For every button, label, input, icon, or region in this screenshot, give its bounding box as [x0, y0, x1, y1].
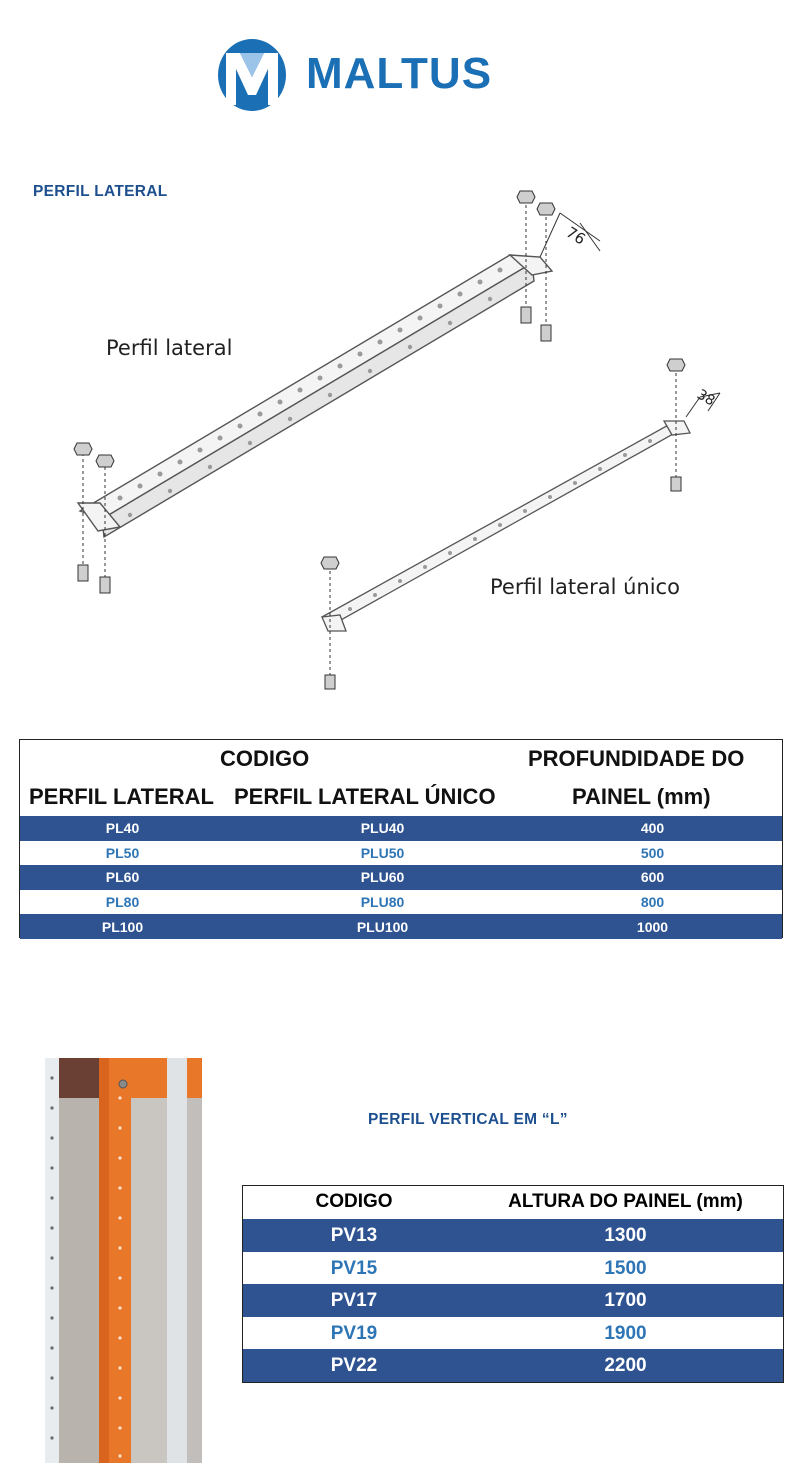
cell-plu: PLU80	[360, 894, 405, 911]
table-row	[243, 1349, 783, 1382]
header-codigo: CODIGO	[315, 1191, 393, 1212]
cell-code: PV19	[330, 1322, 378, 1344]
cell-pl: PL80	[105, 894, 140, 911]
section-title-perfil-lateral: PERFIL LATERAL	[33, 183, 168, 200]
brand-name: MALTUS	[306, 49, 493, 98]
cell-height: 1700	[604, 1290, 647, 1312]
cell-height: 1900	[604, 1322, 647, 1344]
cell-pl: PL40	[105, 820, 140, 837]
perfil-lateral-diagram	[60, 185, 780, 705]
cell-code: PV13	[330, 1225, 378, 1246]
table-row	[243, 1284, 783, 1317]
table-row	[243, 1317, 783, 1350]
cell-pl: PL100	[101, 918, 144, 935]
cell-height: 2200	[604, 1355, 647, 1377]
label-perfil-lateral: Perfil lateral	[106, 336, 233, 360]
cell-plu: PLU40	[360, 820, 405, 837]
brand-logo	[212, 35, 572, 115]
header-profundidade-line1: PROFUNDIDADE DO	[528, 746, 745, 771]
header-perfil-lateral: PERFIL LATERAL	[29, 784, 214, 809]
header-profundidade-line2: PAINEL (mm)	[572, 784, 711, 809]
cell-depth: 1000	[636, 918, 669, 935]
cell-plu: PLU100	[356, 918, 409, 935]
cell-height: 1500	[604, 1257, 647, 1279]
table-row	[243, 1219, 783, 1252]
label-perfil-lateral-unico: Perfil lateral único	[490, 575, 680, 599]
header-altura: ALTURA DO PAINEL (mm)	[508, 1191, 743, 1212]
cell-code: PV17	[330, 1290, 378, 1312]
table-row	[20, 816, 782, 841]
perfil-lateral-rail	[78, 255, 552, 537]
perfil-vertical-photo	[45, 1058, 202, 1463]
table-row	[20, 890, 782, 915]
table-row	[20, 865, 782, 890]
table-header	[243, 1186, 783, 1219]
table-header	[20, 740, 782, 816]
maltus-logo-icon	[212, 35, 292, 115]
cell-depth: 500	[640, 844, 665, 861]
cell-depth: 800	[640, 894, 665, 911]
cell-plu: PLU50	[360, 844, 405, 861]
table-row	[20, 914, 782, 939]
cell-depth: 600	[640, 869, 665, 886]
cell-pl: PL50	[105, 844, 140, 861]
perfil-vertical-table	[242, 1185, 784, 1383]
header-perfil-lateral-unico: PERFIL LATERAL ÚNICO	[234, 784, 496, 809]
cell-plu: PLU60	[360, 869, 405, 886]
dim-38-label: 38	[694, 386, 718, 410]
perfil-lateral-unico-rail	[322, 421, 690, 631]
table-row	[20, 841, 782, 866]
table-row	[243, 1252, 783, 1285]
perfil-lateral-table	[19, 739, 783, 938]
dim-76-label: 76	[562, 223, 589, 249]
cell-pl: PL60	[105, 869, 140, 886]
cell-code: PV22	[330, 1355, 378, 1377]
cell-height: 1300	[604, 1225, 647, 1246]
cell-code: PV15	[330, 1257, 378, 1279]
section-title-perfil-vertical: PERFIL VERTICAL EM “L”	[368, 1111, 568, 1128]
header-codigo: CODIGO	[220, 746, 310, 771]
cell-depth: 400	[640, 820, 665, 837]
